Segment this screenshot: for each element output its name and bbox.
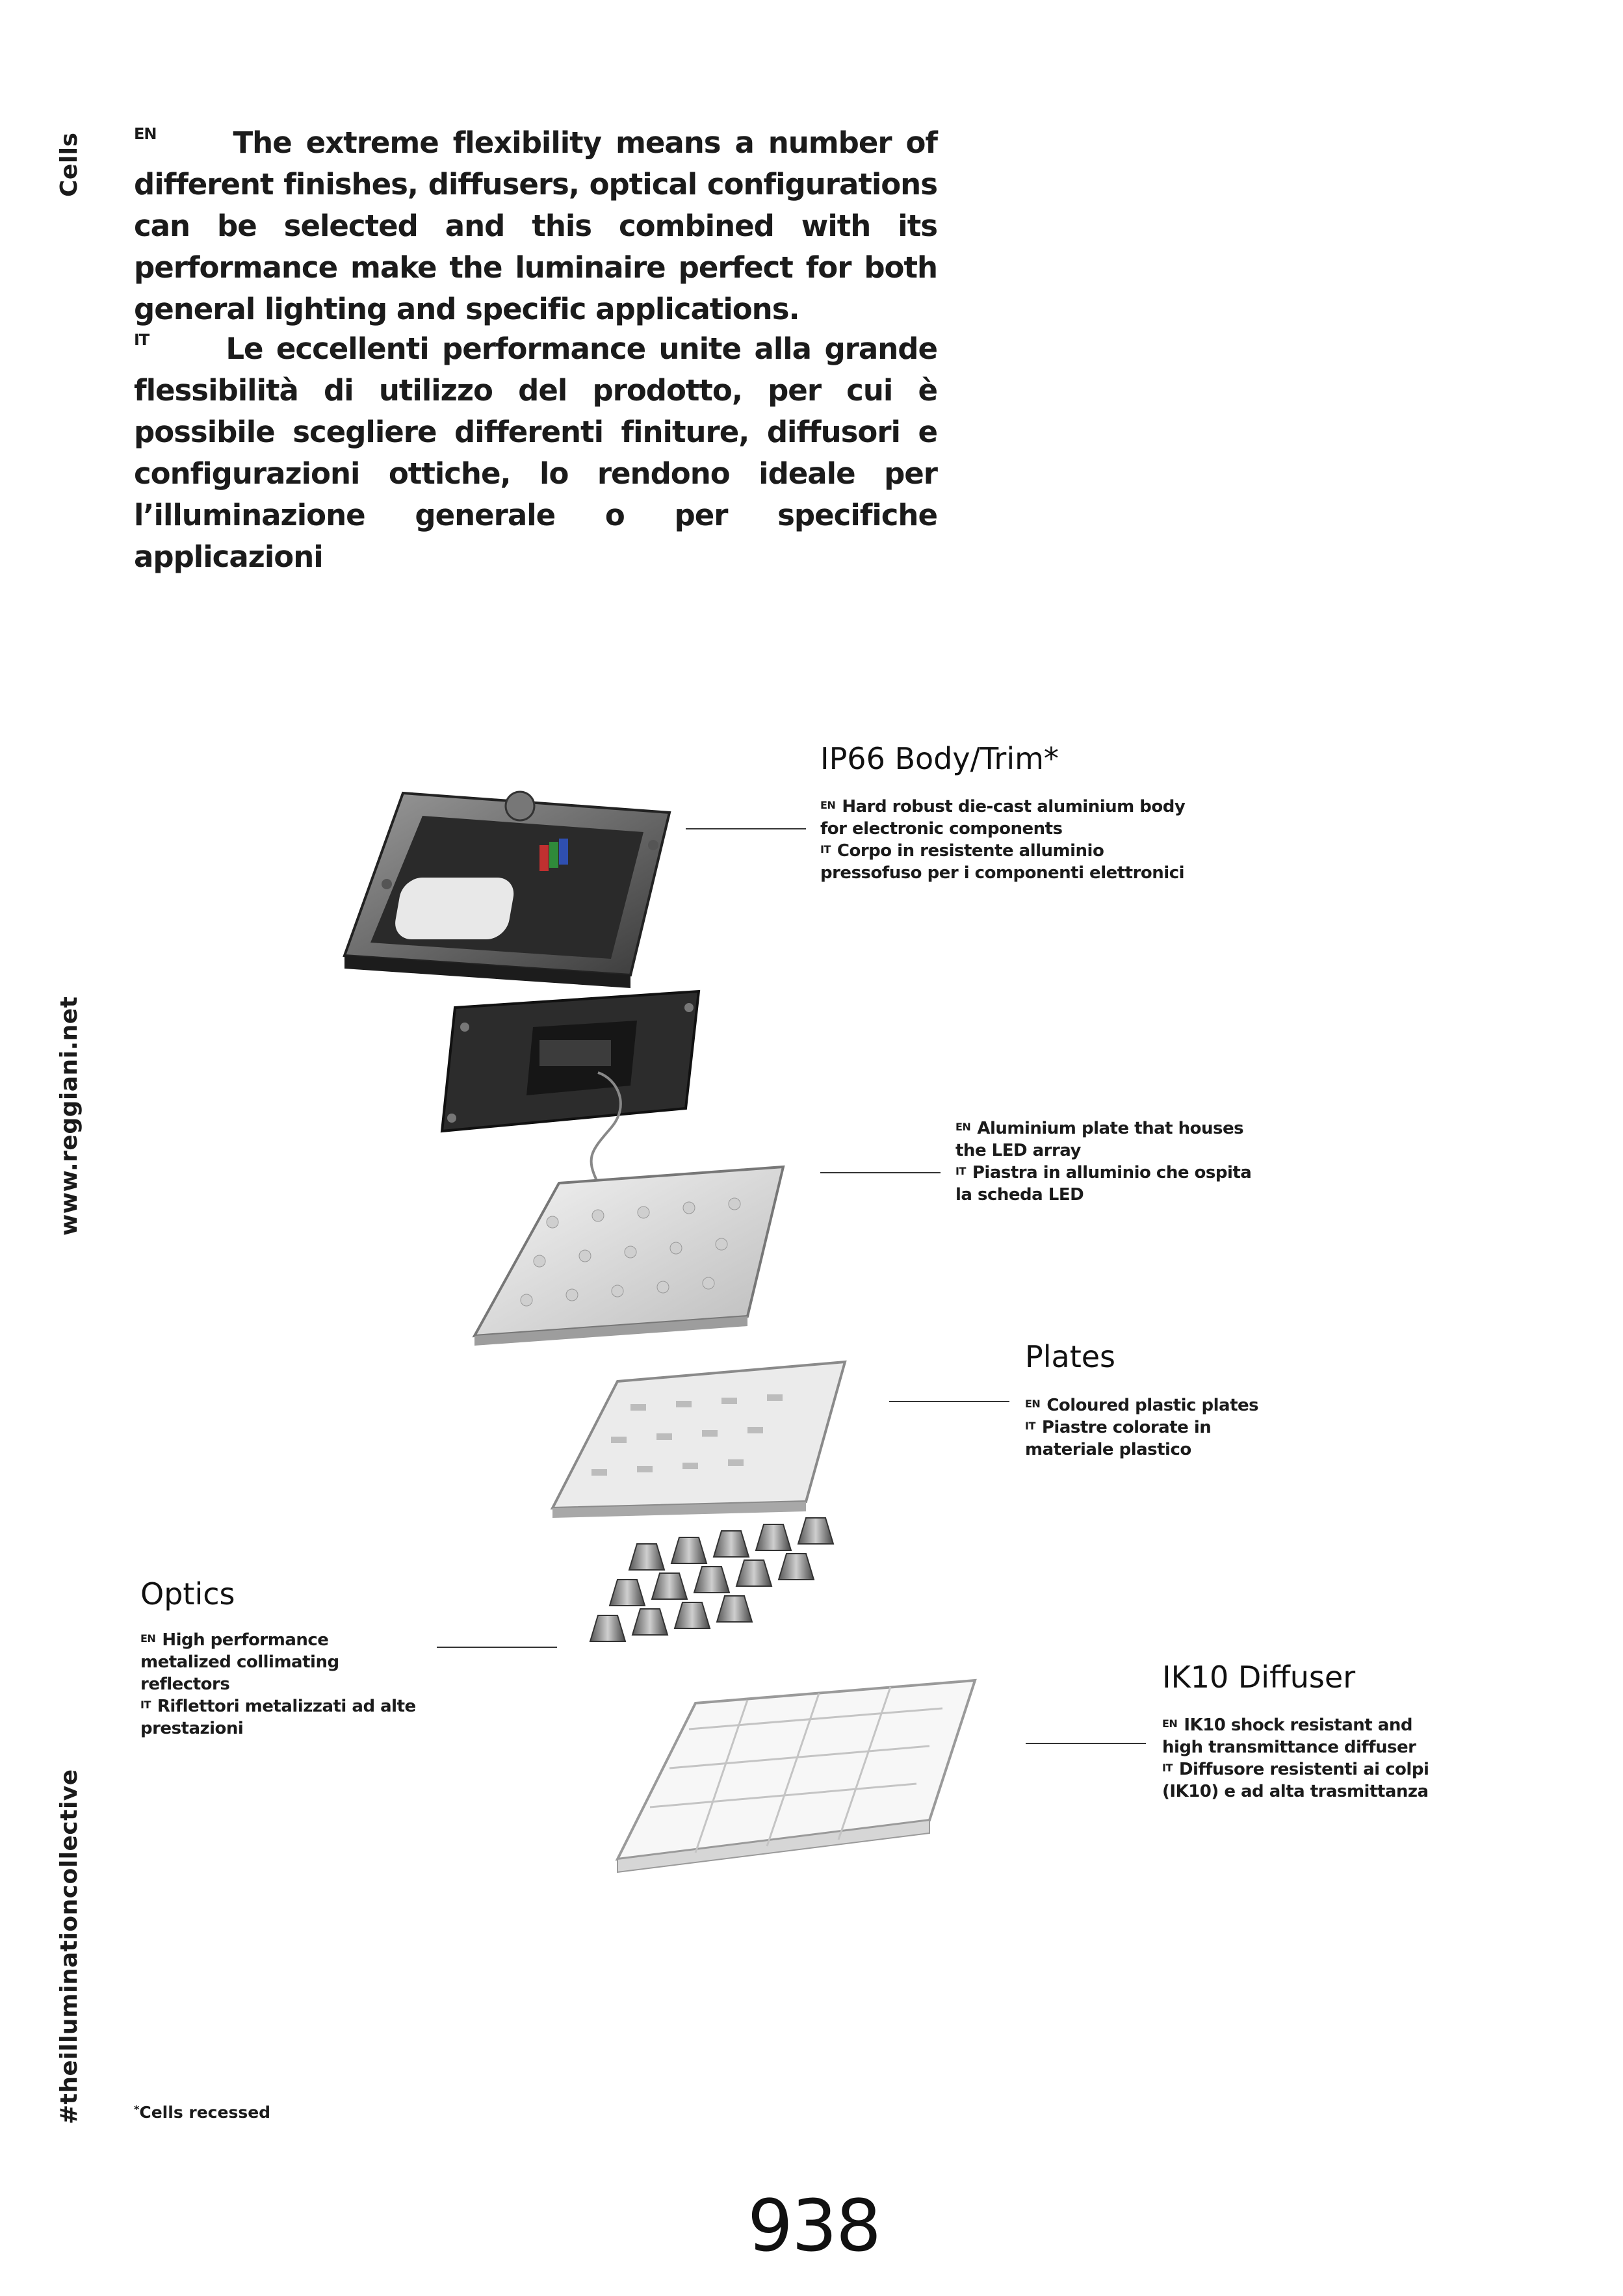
led-plate-en: Aluminium plate that houses the LED array <box>955 1119 1244 1160</box>
intro-italian <box>134 328 937 578</box>
lang-tag-en: EN <box>134 125 157 143</box>
lang-tag-en: EN <box>140 1632 156 1645</box>
section-label: Cells <box>56 132 83 197</box>
plates-description <box>1025 1394 1305 1461</box>
plates-title: Plates <box>1025 1339 1116 1374</box>
body-trim-en: Hard robust die-cast aluminium body for electronic components <box>820 797 1186 839</box>
led-plate-it: Piastra in alluminio che ospita la scheda LED <box>955 1163 1252 1205</box>
lang-tag-en: EN <box>955 1121 971 1133</box>
plates-leader-line <box>889 1401 1009 1402</box>
lang-tag-en: EN <box>1162 1717 1178 1730</box>
optics-part <box>590 1518 833 1641</box>
exploded-view-illustration <box>325 767 1014 1885</box>
diffuser-part <box>617 1680 975 1872</box>
led-plate-description <box>955 1117 1261 1206</box>
body-trim-part <box>344 792 669 988</box>
plates-it: Piastre colorate in materiale plastico <box>1025 1418 1212 1459</box>
footnote-marker: * <box>134 2103 140 2115</box>
body-trim-title: IP66 Body/Trim* <box>820 741 1059 776</box>
hashtag-label: #theilluminationcollective <box>56 1769 83 2124</box>
footnote-text: Cells recessed <box>139 2103 271 2122</box>
coloured-plates-part <box>552 1362 845 1518</box>
body-leader-line <box>686 828 806 829</box>
diffuser-it: Diffusore resistenti ai colpi (IK10) e ad alta trasmittanza <box>1162 1760 1429 1801</box>
page-number: 938 <box>747 2184 880 2267</box>
lang-tag-it: IT <box>955 1165 966 1177</box>
plate-leader-line <box>820 1172 941 1173</box>
optics-it: Riflettori metalizzati ad alte prestazioni <box>140 1697 416 1738</box>
lang-tag-it: IT <box>1025 1420 1035 1432</box>
lang-tag-en: EN <box>1025 1398 1041 1410</box>
lang-tag-it: IT <box>134 331 149 349</box>
gear-tray-part <box>442 991 699 1183</box>
optics-description <box>140 1629 420 1740</box>
optics-leader-line <box>437 1647 557 1648</box>
body-trim-it: Corpo in resistente alluminio pressofuso per i componenti elettronici <box>820 841 1185 883</box>
diffuser-description <box>1162 1714 1448 1803</box>
optics-title: Optics <box>140 1576 235 1611</box>
body-trim-description <box>820 796 1210 884</box>
lang-tag-it: IT <box>140 1699 151 1711</box>
plates-en: Coloured plastic plates <box>1046 1396 1259 1415</box>
website-label: www.reggiani.net <box>56 996 83 1236</box>
diffuser-en: IK10 shock resistant and high transmittance diffuser <box>1162 1715 1416 1757</box>
footnote <box>134 2103 270 2122</box>
intro-english-text: The extreme flexibility means a number of different finishes, diffusers, optical configurations can be selected and this combined with its performance make the luminaire perfect for both general lighting and specific applications. <box>134 125 937 326</box>
intro-italian-text: Le eccellenti performance unite alla grande flessibilità di utilizzo del prodotto, per cui è possibile scegliere differenti finiture, diffusori e configurazioni ottiche, lo rendono ideale per l’illuminazione generale o per specifiche applicazioni <box>134 332 937 574</box>
lang-tag-en: EN <box>820 799 836 811</box>
led-plate-part <box>474 1167 783 1346</box>
intro-english <box>134 122 937 330</box>
diffuser-leader-line <box>1026 1743 1146 1744</box>
optics-en: High performance metalized collimating reflectors <box>140 1630 339 1694</box>
lang-tag-it: IT <box>1162 1762 1173 1774</box>
diffuser-title: IK10 Diffuser <box>1162 1660 1356 1695</box>
lang-tag-it: IT <box>820 843 831 855</box>
